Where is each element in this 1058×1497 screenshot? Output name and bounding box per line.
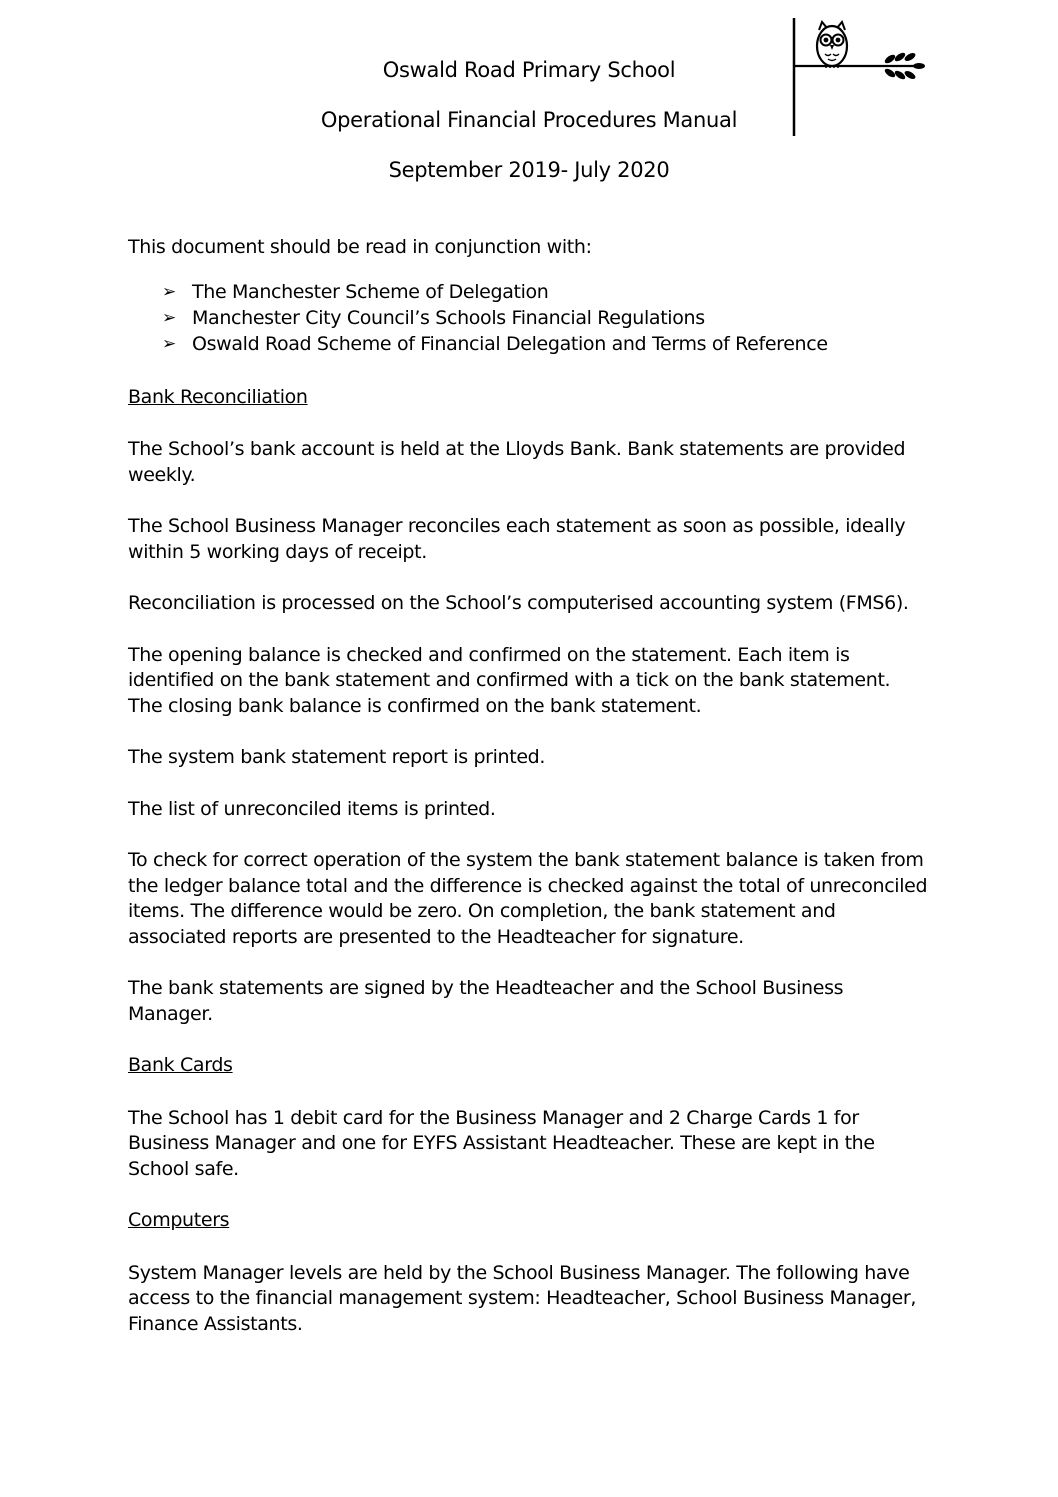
- reference-text: Oswald Road Scheme of Financial Delegation and Terms of Reference: [192, 332, 828, 355]
- arrow-bullet-icon: ➢: [162, 281, 176, 302]
- paragraph: The list of unreconciled items is printed.: [128, 797, 496, 820]
- reference-item: [162, 331, 928, 357]
- paragraph: The bank statements are signed by the Headteacher and the School Business Manager.: [128, 977, 844, 1025]
- paragraph: The School’s bank account is held at the Lloyds Bank. Bank statements are provided weekly.: [128, 438, 906, 486]
- manual-title: Operational Financial Procedures Manual: [320, 108, 738, 132]
- paragraph: The system bank statement report is printed.: [128, 746, 546, 768]
- arrow-bullet-icon: ➢: [162, 333, 176, 354]
- paragraph: Reconciliation is processed on the School’s computerised accounting system (FMS6).: [128, 592, 909, 614]
- paragraph: To check for correct operation of the system the bank statement balance is taken from the ledger balance total and the difference is checked against the total of unreconciled items. The difference would be zero. On completion, the bank statement and associated reports are presented to the Headteacher for signature.: [128, 849, 928, 948]
- school-name: Oswald Road Primary School: [382, 58, 676, 82]
- reference-text: Manchester City Council’s Schools Financial Regulations: [192, 306, 705, 329]
- reference-list: [128, 279, 928, 357]
- intro-text: This document should be read in conjunction with:: [128, 236, 592, 258]
- computers-heading: Computers: [128, 1209, 230, 1231]
- owl-on-branch-icon: [790, 16, 930, 138]
- reference-text: The Manchester Scheme of Delegation: [192, 280, 549, 303]
- paragraph: The School has 1 debit card for the Business Manager and 2 Charge Cards 1 for Business Manager and one for EYFS Assistant Headteacher. These are kept in the School safe.: [128, 1106, 875, 1180]
- reference-item: [162, 279, 928, 305]
- reference-item: [162, 305, 928, 331]
- paragraph: The opening balance is checked and confirmed on the statement. Each item is identified on the bank statement and confirmed with a tick on the bank statement. The closing bank balance is confirmed on the bank statement.: [128, 643, 891, 717]
- document-body: [128, 235, 928, 1363]
- paragraph: System Manager levels are held by the School Business Manager. The following have access to the financial management system: Headteacher, School Business Manager, Finance Assistants.: [128, 1261, 917, 1335]
- arrow-bullet-icon: ➢: [162, 307, 176, 328]
- period-title: September 2019- July 2020: [388, 158, 670, 182]
- paragraph: The School Business Manager reconciles each statement as soon as possible, ideally within 5 working days of receipt.: [128, 515, 906, 563]
- bank-cards-heading: Bank Cards: [128, 1054, 233, 1076]
- bank-reconciliation-heading: Bank Reconciliation: [128, 385, 308, 408]
